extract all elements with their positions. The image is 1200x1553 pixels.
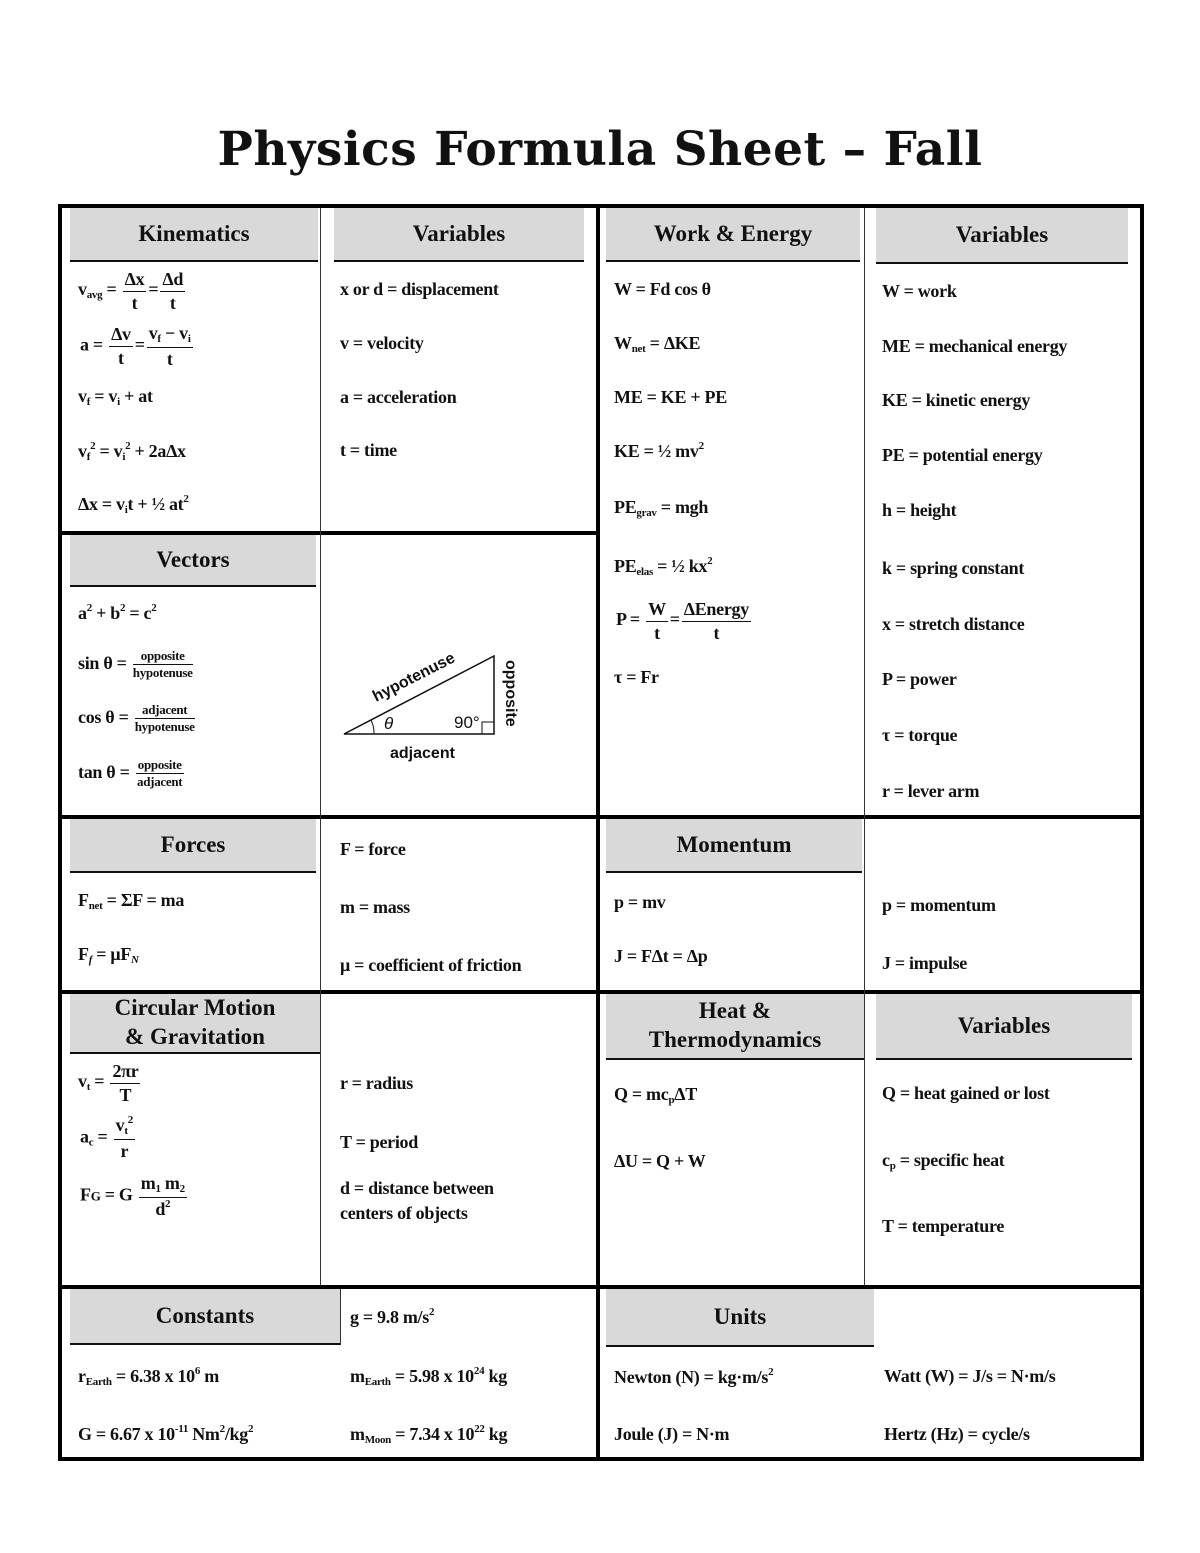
formula-first-law: ΔU = Q + W	[614, 1151, 706, 1171]
var-height: h = height	[882, 500, 957, 520]
const-G: G = 6.67 x $10^{-11}$ $Nm^2/kg^2$	[78, 1423, 254, 1444]
formula-fnet: $F_{net} = \Sigma F$ = ma	[78, 890, 185, 912]
constants-header: Constants	[70, 1289, 340, 1345]
formula-pythagorean: $a^2 + b^2 = c^2$	[78, 602, 157, 623]
var-distance-cont: centers of objects	[340, 1203, 468, 1223]
formula-peelas: $PE_{elas}$ = ½ $kx^2$	[614, 555, 713, 578]
sin-numerator: opposite	[133, 648, 193, 665]
var-power: P = power	[882, 669, 957, 689]
tan-numerator: opposite	[136, 757, 184, 774]
page-title: Physics Formula Sheet – Fall	[217, 122, 983, 177]
circular-header-line2: & Gravitation	[125, 1024, 265, 1049]
circular-header-line1: Circular Motion	[114, 995, 276, 1021]
formula-ac: $a_c$ = $\frac{v_t^2}{r}$	[80, 1114, 133, 1161]
heat-header-line1: Heat &	[698, 998, 772, 1024]
formula-torque: τ = Fr	[614, 667, 659, 687]
sin-denominator: hypotenuse	[132, 665, 193, 681]
var-work: W = work	[882, 281, 957, 301]
right-angle-mark	[482, 722, 494, 734]
formula-acceleration: a = $\frac{\Delta v}{t}$ = $\frac{v_f - v_i}{t}$	[80, 323, 191, 369]
work-variables-header: Variables	[876, 208, 1128, 264]
const-m-earth: $m_{Earth} = 5.98$ x $10^{24}$ kg	[350, 1365, 507, 1388]
col-line-constants	[340, 1289, 341, 1345]
formula-vt: $v_t$ = $\frac{2\pi r}{T}$	[78, 1061, 139, 1105]
var-period: T = period	[340, 1132, 418, 1152]
var-spring-constant: k = spring constant	[882, 558, 1025, 578]
formula-vf-squared: $v_f^2 = v_i^2 + 2a\Delta x$	[78, 440, 186, 463]
var-displacement: x or d = displacement	[340, 279, 499, 299]
formula-tan: tan θ = $\frac{\text{opposite}}{\text{adjacent}}$	[78, 757, 183, 790]
formula-gravity: FG = G $\frac{m_1 m_2}{d^2}$	[80, 1173, 185, 1219]
var-lever-arm: r = lever arm	[882, 781, 980, 801]
var-specific-heat: $c_p$ = specific heat	[882, 1150, 1005, 1172]
col-line-right	[864, 208, 865, 1285]
vectors-header: Vectors	[70, 535, 316, 587]
kinematics-header: Kinematics	[70, 208, 318, 262]
forces-header: Forces	[70, 819, 316, 873]
var-distance: d = distance between	[340, 1178, 494, 1198]
const-r-earth: $r_{Earth} = 6.38$ x $10^6$ m	[78, 1365, 219, 1388]
frame-middle	[596, 204, 600, 1461]
var-mechanical-energy: ME = mechanical energy	[882, 336, 1068, 356]
frame-right	[1140, 204, 1144, 1461]
formula-cos: cos θ = $\frac{\text{adjacent}}{\text{hypotenuse}}$	[78, 702, 195, 735]
unit-newton: Newton $(N) = kg\cdot m/s^2$	[614, 1366, 774, 1387]
var-radius: r = radius	[340, 1073, 413, 1093]
formula-displacement: $\Delta x = v_it$ + ½ $at^2$	[78, 493, 189, 516]
formula-impulse: J = FΔt = Δp	[614, 946, 708, 966]
right-angle-label: 90°	[454, 713, 480, 732]
theta-label: θ	[384, 714, 394, 733]
formula-heat: $Q = mc_p\Delta T$	[614, 1084, 697, 1106]
col-line-left	[320, 208, 321, 1285]
tan-denominator: adjacent	[137, 774, 183, 790]
units-header: Units	[606, 1289, 874, 1347]
var-force: F = force	[340, 839, 406, 859]
var-stretch-distance: x = stretch distance	[882, 614, 1025, 634]
opposite-label: opposite	[502, 660, 519, 727]
heat-header	[606, 994, 864, 1060]
const-m-moon: $m_{Moon} = 7.34$ x $10^{22}$ kg	[350, 1423, 508, 1446]
formula-wnet: $W_{net} = \Delta KE$	[614, 333, 701, 355]
angle-arc	[371, 720, 374, 734]
formula-work: W = Fd cos θ	[614, 279, 711, 299]
adjacent-label: adjacent	[390, 745, 455, 762]
var-mass: m = mass	[340, 897, 410, 917]
formula-sin: sin θ = $\frac{\text{opposite}}{\text{hypotenuse}}$	[78, 648, 193, 681]
formula-ke: KE = ½ $mv^2$	[614, 440, 704, 461]
var-heat: Q = heat gained or lost	[882, 1083, 1050, 1103]
var-time: t = time	[340, 440, 397, 460]
formula-momentum: p = mv	[614, 892, 666, 912]
var-temperature: T = temperature	[882, 1216, 1005, 1236]
momentum-header: Momentum	[606, 819, 862, 873]
var-potential-energy: PE = potential energy	[882, 445, 1043, 465]
var-kinetic-energy: KE = kinetic energy	[882, 390, 1031, 410]
const-g: g = 9.8 $m/s^2$	[350, 1306, 435, 1327]
heat-header-line2: Thermodynamics	[648, 1027, 822, 1052]
frame-bottom	[58, 1457, 1144, 1461]
var-momentum: p = momentum	[882, 895, 996, 915]
var-acceleration: a = acceleration	[340, 387, 457, 407]
var-velocity: v = velocity	[340, 333, 424, 353]
var-friction-coefficient: μ = coefficient of friction	[340, 955, 522, 975]
hypotenuse-label: hypotenuse	[370, 649, 458, 706]
formula-me: ME = KE + PE	[614, 387, 727, 407]
right-triangle-diagram	[330, 630, 530, 770]
heat-variables-header: Variables	[876, 994, 1132, 1060]
formula-friction: $F_f = \mu F_N$	[78, 944, 139, 966]
frame-left	[58, 204, 62, 1461]
formula-vavg: $v_{avg}$ = $\frac{\Delta x}{t}$ = $\frac{\Delta d}{t}$	[78, 269, 184, 313]
cos-numerator: adjacent	[135, 702, 195, 719]
work-energy-header: Work & Energy	[606, 208, 860, 262]
unit-joule: Joule (J) = N·m	[614, 1424, 730, 1444]
kinematics-variables-header: Variables	[334, 208, 584, 262]
unit-watt: Watt (W) = J/s = N·m/s	[884, 1366, 1056, 1386]
formula-pegrav: $PE_{grav}$ = mgh	[614, 497, 709, 519]
circular-header	[70, 994, 320, 1054]
formula-power: P = $\frac{W}{t}$ = $\frac{\text{ΔEnergy}}{t}$	[616, 599, 749, 643]
unit-hertz: Hertz (Hz) = cycle/s	[884, 1424, 1030, 1444]
cos-denominator: hypotenuse	[134, 719, 195, 735]
var-impulse: J = impulse	[882, 953, 967, 973]
formula-vf: $v_f = v_i$ + at	[78, 386, 153, 408]
var-torque: τ = torque	[882, 725, 958, 745]
